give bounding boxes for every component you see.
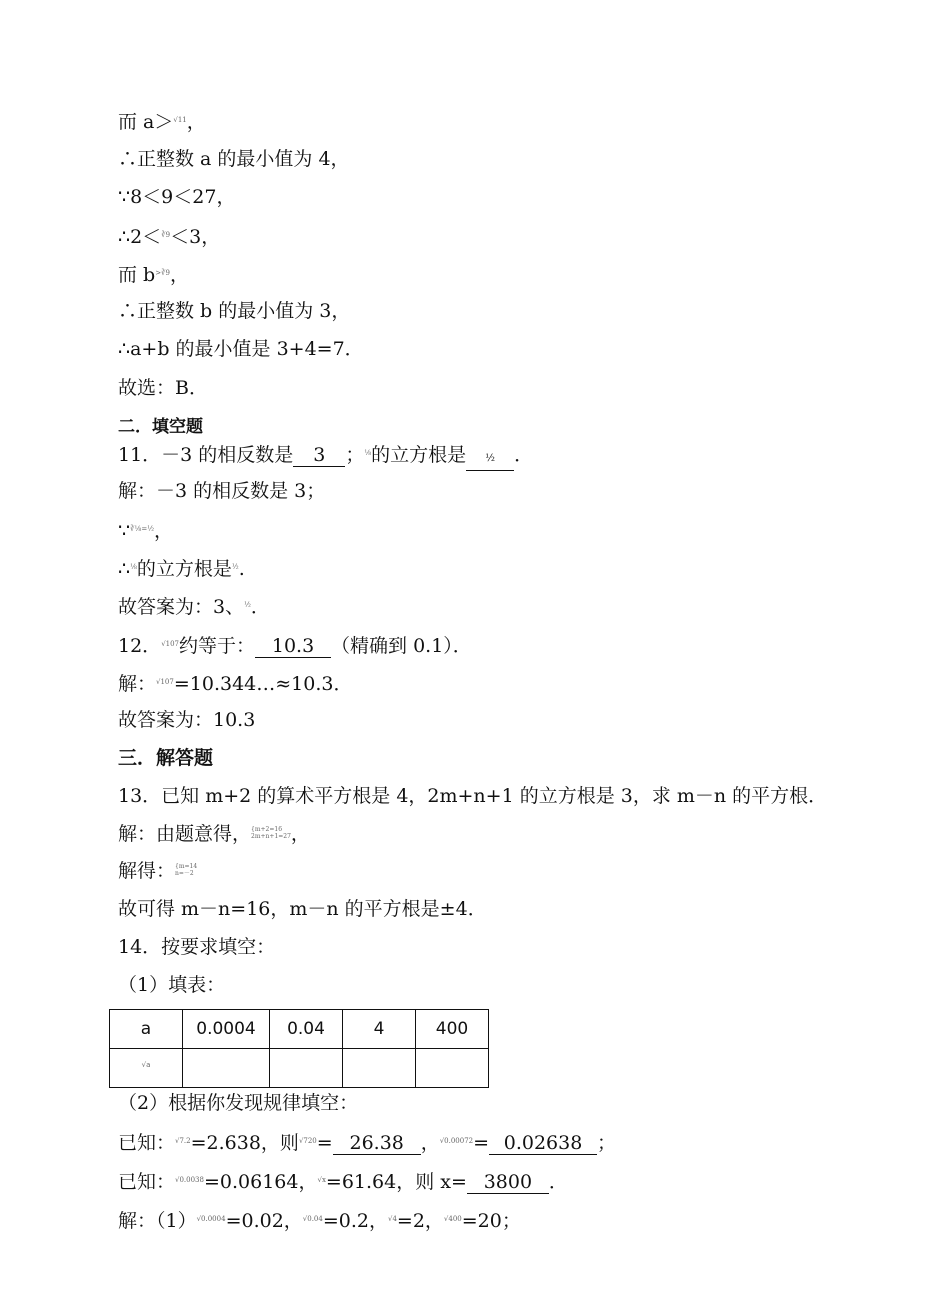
- section-heading-answer: 三．解答题: [118, 747, 214, 769]
- fraction-formula: ½: [231, 563, 239, 571]
- root-formula: √x: [317, 1176, 326, 1184]
- solution-line-1: 而 a＞$^{√11}$，: [118, 111, 206, 133]
- root-formula: √4: [387, 1215, 397, 1223]
- solution-line-3: ∵8＜9＜27，: [118, 186, 236, 208]
- solution-12-line-2: 故答案为：10.3: [118, 709, 256, 731]
- root-formula: √7.2: [175, 1137, 191, 1145]
- solution-line-8: 故选：B．: [118, 377, 208, 399]
- table-cell: 0.04: [270, 1010, 343, 1049]
- question-14-part-1: （1）填表：: [118, 974, 226, 996]
- root-formula: √0.04: [302, 1215, 323, 1223]
- root-formula: √0.0038: [175, 1176, 204, 1184]
- table-row: [110, 1049, 489, 1088]
- answer-blank: ½: [466, 448, 514, 471]
- solution-13-line-2: 解得：{m=14 n=－2: [118, 860, 198, 882]
- solution-14-line-1: 解：$(1)^{√0.0004}=0.02$，$^{√0.04}$=0.2，$^{√4}$=2，$^{√400}$=20；: [118, 1210, 521, 1232]
- section-heading-fill-in: 二．填空题: [118, 417, 203, 437]
- known-line-1: 已知：$^{√7.2}$=2.638，则$^{√720}$= 26.38 ，$^{√0.00072}$= 0.02638 ；: [118, 1132, 617, 1154]
- solution-11-line-1: 解：－3 的相反数是 3；: [118, 480, 326, 502]
- question-14-part-2: （2）根据你发现规律填空：: [118, 1092, 359, 1114]
- known-line-2: 已知：$^{√0.0038}$=0.06164，$^{√x}$=61.64，则 x= 3800 ．: [118, 1171, 568, 1193]
- value-table: [109, 1009, 489, 1088]
- root-formula: √107: [156, 678, 174, 686]
- answer-blank: 26.38: [333, 1132, 421, 1155]
- table-cell: 0.0004: [183, 1010, 270, 1049]
- table-cell-empty: [416, 1049, 489, 1088]
- table-cell-empty: [183, 1049, 270, 1088]
- solution-12-line-1: 解：$^{√107}$=10.344…≈10.3．: [118, 673, 353, 695]
- root-formula: √0.00072: [439, 1137, 474, 1145]
- root-formula: √0.0004: [196, 1215, 226, 1223]
- solution-line-5: 而 $b^{>∛9}$，: [118, 264, 189, 286]
- fraction-formula: ⅛: [364, 449, 372, 457]
- fraction-formula: ½: [244, 601, 251, 609]
- equation-system: {m+2=16 2m+n+1=27: [251, 826, 291, 840]
- table-cell-empty: [270, 1049, 343, 1088]
- solution-line-2: ∴正整数 a 的最小值为 4，: [118, 148, 350, 170]
- answer-blank: 10.3: [255, 635, 331, 658]
- solution-line-7: ∴a+b 的最小值是 3+4=7．: [118, 338, 364, 360]
- answer-blank: 3: [293, 444, 345, 467]
- solution-line-6: ∴正整数 b 的最小值为 3，: [118, 300, 351, 322]
- question-14: 14．按要求填空：: [118, 936, 276, 958]
- table-cell: a: [110, 1010, 183, 1049]
- root-formula: >∛9: [155, 269, 170, 277]
- root-formula: √11: [173, 116, 187, 124]
- answer-blank: 0.02638: [489, 1132, 597, 1155]
- solution-13-line-3: 故可得 m－n=16，m－n 的平方根是±4．: [118, 898, 487, 920]
- root-formula: ∛9: [161, 231, 171, 239]
- solution-11-line-4: 故答案为：3、$^{\frac{1}{2}}$．: [118, 596, 270, 618]
- table-cell-empty: [343, 1049, 416, 1088]
- table-cell: 4: [343, 1010, 416, 1049]
- root-formula: √720: [298, 1137, 317, 1145]
- question-13: 13．已知 m+2 的算术平方根是 4，2m+n+1 的立方根是 3，求 m－n 的平方根．: [118, 785, 828, 807]
- question-12: 12．$^{√107}$约等于： 10.3 （精确到 0.1）．: [118, 635, 472, 657]
- solution-11-line-2: ∵$^{∛\frac{1}{8}=\frac{1}{2}}$，: [118, 520, 174, 542]
- answer-blank: 3800: [467, 1171, 549, 1194]
- equation-system: {m=14 n=－2: [175, 863, 198, 877]
- solution-line-4: ∴2＜$^{∛9}$＜3，: [118, 226, 221, 248]
- solution-11-line-3: ∴$^{\frac{1}{8}}$的立方根是$^{\frac{1}{2}}$.: [118, 558, 245, 580]
- question-11: 11．－3 的相反数是 3 ；$^{\frac{1}{8}}$的立方根是 ½ ．: [118, 440, 533, 471]
- table-cell: 400: [416, 1010, 489, 1049]
- root-formula: ∛⅛=½: [130, 525, 154, 533]
- solution-13-line-1: 解：由题意得，{m+2=16 2m+n+1=27，: [118, 823, 310, 845]
- fraction-formula: ⅛: [130, 563, 137, 571]
- table-row: [110, 1010, 489, 1049]
- table-cell: √a: [110, 1049, 183, 1088]
- root-formula: √107: [161, 640, 180, 648]
- root-formula: √400: [443, 1215, 462, 1223]
